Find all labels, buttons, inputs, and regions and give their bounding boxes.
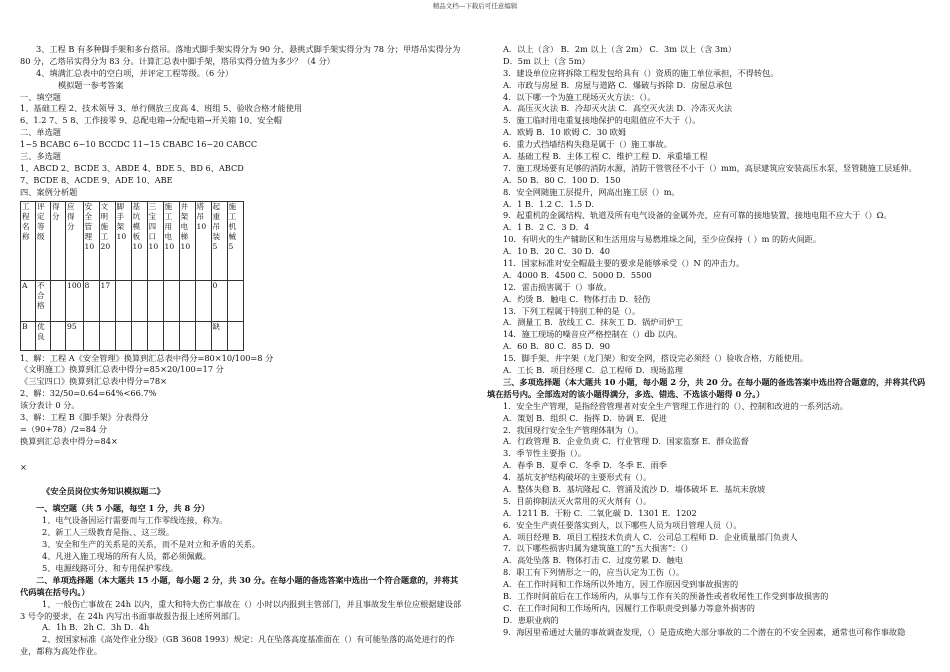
- answer-line: 该分表计 0 分。: [20, 400, 80, 411]
- question-line: 6．安全生产责任要落实到人，以下哪些人员为项目管理人员（）。: [503, 519, 742, 530]
- table-cell: A: [22, 280, 28, 290]
- option-line: D．患职业病的: [503, 614, 559, 625]
- option-line: A．春季 B．夏季 C．冬季 D．冬季 E．雨季: [503, 460, 667, 471]
- answer-line: 《三宝四口》换算到汇总表中得分=78×: [20, 376, 167, 387]
- question-line: 4．基坑支护结构破坏的主要形式有（）。: [503, 472, 652, 483]
- table-cell: 0: [212, 280, 218, 290]
- table-cell: 100: [67, 280, 82, 290]
- question-line: 9．起重机的金属结构、轨道及所有电气设备的金属外壳，应有可靠的接地装置，接地电阻不应大于（）Ω。: [503, 210, 892, 221]
- option-line: A．60 B．80 C．85 D．90: [503, 341, 610, 352]
- table-header-cell: 评 定 等 级: [37, 201, 45, 241]
- right-column: [487, 44, 937, 639]
- option-line: D．5m 以上（含 5m）: [503, 55, 590, 66]
- left-column: [20, 44, 465, 658]
- table-header-cell: 三 宝 四 口 10: [148, 201, 159, 251]
- table-header-cell: 工 程 名 称: [22, 201, 30, 241]
- table-cell: 95: [67, 321, 77, 331]
- option-line: A．基础工程 B．主体工程 C．维护工程 D．承重墙工程: [503, 151, 708, 162]
- question-line: 11．国家标准对安全帽最主要的要求是能够承受（）N 的冲击力。: [503, 258, 745, 269]
- question-line: 4．以下哪一个为施工现场灭火方法：（）。: [503, 91, 656, 102]
- table-cell: 优 良: [37, 321, 45, 341]
- table-cell: 8: [84, 280, 90, 290]
- table-header-cell: 得 分: [52, 201, 60, 221]
- answer-line: 1~5 BCABC 6~10 BCCDC 11~15 CBABC 16~20 CABCC: [20, 139, 258, 150]
- answer-line: 1、解：工程 A《安全管理》换算到汇总表中得分=80×10/100=8 分: [20, 352, 274, 363]
- page-header: 精品文档---下载后可任意编辑: [432, 2, 518, 10]
- section-heading: 四、案例分析题: [20, 186, 78, 197]
- option-line: A．欧姆 B．10 欧姆 C．30 欧姆: [503, 127, 627, 138]
- question-line: 5．施工临时用电重复接地保护的电阻值应不大于（）。: [503, 115, 701, 126]
- answer-line: 7、BCDE 8、ACDE 9、ADE 10、ABE: [20, 174, 173, 185]
- option-line: B．工作时间前后在工作场所内，从事与工作有关的预备性或者收尾性工作受到事故损害的: [503, 590, 829, 601]
- option-line: A．以上（含） B．2m 以上（含 2m） C．3m 以上（含 3m）: [503, 44, 737, 54]
- question-line: 3．建设单位应将拆除工程发包给具有（）资质的施工单位承担，不得转包。: [503, 67, 779, 78]
- option-line: A．1h B．2h C．3h D．4h: [42, 622, 150, 633]
- option-line: A．灼烫 B．触电 C．物体打击 D．轻伤: [503, 293, 651, 304]
- question-line: 9．海因里希通过大量的事故调查发现，（）是造成绝大部分事故的二个潜在的不安全因素，通常也可称作事故隐: [503, 626, 906, 637]
- question-line: 4、填满汇总表中的空白项，并评定工程等级。（6 分）: [36, 67, 234, 78]
- option-line: A．在工作时间和工作场所以外地方，因工作原因受到事故损害的: [503, 579, 739, 590]
- option-line: A．10 B．20 C．30 D．40: [503, 246, 610, 257]
- question-line: 2、新工人三级教育是指、、这三级。: [42, 527, 175, 538]
- option-line: C．在工作时间和工作场所内，因履行工作职责受到暴力等意外损害的: [503, 602, 755, 613]
- table-header-cell: 安 全 管 理 10: [84, 201, 95, 251]
- table-header-cell: 塔 吊 10: [196, 201, 207, 231]
- option-line: A．4000 B．4500 C．5000 D．5500: [503, 269, 652, 280]
- question-line: 3、安全和生产的关系是的关系，而不是对立和矛盾的关系。: [42, 539, 261, 550]
- section-heading: 三、多项选择题（本大题共 10 小题，每小题 2 分，共 20 分。在每小题的备选答案中选出符合题意的，并将其代码: [503, 376, 926, 387]
- answer-line: 1、ABCD 2、BCDE 3、ABDE 4、BDE 5、BD 6、ABCD: [20, 162, 244, 173]
- question-line: 5．目前抑制法灭火常用的灭火剂有（）。: [503, 495, 652, 506]
- question-line: 2、按国家标准《高处作业分级》（GB 3608 1993）规定：凡在坠落高度基准面在（）有可能坠落的高处进行的作: [42, 634, 455, 645]
- answer-line: 1、基础工程 2、技术领导 3、单行侧放三皮高 4、班组 5、验收合格才能使用: [20, 103, 303, 114]
- option-line: A．高压灭火法 B．冷却灭火法 C．高空灭火法 D．冷冻灭火法: [503, 103, 733, 114]
- table-header-cell: 基 坑 模 板 10: [132, 201, 143, 251]
- question-line: 3 号令的要求，在 24h 内写出书面事故报告报上述所列部门。: [20, 610, 246, 621]
- table-cell: 不 合 格: [37, 280, 45, 310]
- option-line: A．50 B．80 C．100 D．150: [503, 174, 621, 185]
- table-cell: 缺: [212, 321, 221, 331]
- option-line: A．策划 B．组织 C．指挥 D．协调 E．促进: [503, 412, 667, 423]
- answer-line: 3、解：工程 B《脚手架》分表得分: [20, 412, 149, 423]
- option-line: A．整体失稳 B．基坑隆起 C．管涌及流沙 D．墙体破坏 E．基坑未放坡: [503, 483, 766, 494]
- answer-line: 《文明施工》换算到汇总表中得分=85×20/100=17 分: [20, 364, 224, 375]
- question-line: 1、一般伤亡事故在 24h 以内，重大和特大伤亡事故在（）小时以内报到主管部门，并且事故发生单位应根据建设部: [42, 598, 462, 609]
- section-heading: 代码填在括号内。）: [20, 586, 90, 597]
- table-cell: 17: [100, 280, 111, 290]
- option-line: A．测量工 B．放线工 C．抹灰工 D．锅炉司炉工: [503, 317, 683, 328]
- table-header-cell: 脚 手 架 10: [116, 201, 127, 241]
- section-heading: 一、填空题（共 5 小题，每空 1 分，共 8 分）: [36, 503, 210, 514]
- table-row: [21, 280, 244, 321]
- question-line: 5、电源线路可分、和专用保护零线。: [42, 562, 179, 573]
- question-line: 3、工程 B 有多种脚手架和多台搭吊。落地式脚手架实得分为 90 分、悬挑式脚手架实得分为 78 分；甲塔吊实得分为: [36, 44, 461, 54]
- option-line: A．高处坠落 B．物体打击 C．过度劳累 D．触电: [503, 555, 683, 566]
- option-line: A．项目经理 B．项目工程技术负责人 C．公司总工程师 D．企业质量部门负责人: [503, 531, 798, 542]
- question-line: 10．有明火的生产辅助区和生活用房与易燃堆垛之间，至少应保持（ ）m 的防火间距。: [503, 234, 822, 245]
- question-line: 8．职工有下列情形之一的，应当认定为工伤（）。: [503, 567, 685, 578]
- question-line: 1．安全生产管理，是指经营管理者对安全生产管理工作进行的（）、控制和改进的一系列活动。: [503, 400, 848, 411]
- question-line: 7．施工现场要有足够的消防水源，消防干管管径不小于（）mm，高层建筑应安装高压水泵，竖管随施工层延伸。: [503, 162, 917, 173]
- answer-line: 2、解：32/50=0.64=64%<66.7%: [20, 388, 157, 399]
- question-line: 15．脚手架、井字架（龙门架）和安全网，搭设完必须经（）验收合格，方能使用。: [503, 353, 809, 364]
- answer-key-title: 模拟题一参考答案: [58, 79, 124, 90]
- table-header-cell: 起 重 吊 装 5: [212, 201, 221, 251]
- option-line: A．行政管理 B．企业负责 C．行业管理 D．国家监察 E．群众监督: [503, 436, 749, 447]
- table-header-cell: 井 架 电 梯 10: [180, 201, 191, 251]
- table-row: [21, 321, 244, 350]
- question-line: 6．重力式挡墙结构失稳是属于（）施工事故。: [503, 139, 672, 150]
- question-line: 7．以下哪些损害归属为建筑施工的“五大损害”：（）: [503, 543, 693, 554]
- question-line: 3．季节性主要指（）。: [503, 448, 586, 459]
- option-line: A．1211 B．干粉 C．二氧化碳 D．1301 E．1202: [503, 507, 697, 518]
- table-cell: B: [22, 321, 28, 331]
- question-line: 8．安全网随施工层提升，网高出施工层（）m。: [503, 186, 680, 197]
- section-heading: 填在括号内。全部选对的该小题得满分，多选、错选、不选该小题得 0 分。）: [487, 388, 765, 399]
- exam-title: 《安全员岗位实务知识模拟题二》: [42, 485, 165, 496]
- option-line: A．工长 B．项目经理 C．总工程师 D．现场监理: [503, 365, 683, 376]
- option-line: A．1 B．1.2 C．1.5 D．: [503, 198, 600, 209]
- section-heading: 三、多选题: [20, 151, 61, 162]
- option-line: A．1 B．2 C．3 D．4: [503, 222, 590, 233]
- table-header-cell: 施 工 用 电 10: [164, 201, 175, 251]
- section-heading: 二、单项选择题（本大题共 15 小题，每小题 2 分，共 30 分。在每小题的备选答案中选出一个符合题意的，并将其: [36, 574, 459, 585]
- table-header-cell: 施 工 机 械 5: [228, 201, 237, 251]
- table-header-row: [21, 201, 244, 280]
- score-table: [20, 201, 244, 351]
- answer-line: 换算到汇总表中得分=84×: [20, 435, 118, 446]
- question-line: 2．我国现行安全生产管理体制为（）。: [503, 424, 644, 435]
- option-line: A．市政与房屋 B．房屋与道路 C．爆破与拆除 D．房屋总承包: [503, 79, 733, 90]
- table-header-cell: 文 明 施 工 20: [100, 201, 111, 251]
- question-line: 1、电气设备因运行需要而与工作零线连接，称为。: [42, 515, 228, 526]
- answer-line: 6、1.2 7、5 8、工作接零 9、总配电箱→分配电箱→开关箱 10、安全帽: [20, 115, 282, 126]
- stray-mark: ×: [20, 461, 27, 472]
- section-heading: 一、填空题: [20, 91, 61, 102]
- question-line: 13．下列工程属于特别工种的是（）。: [503, 305, 641, 316]
- answer-line: =（90+78）/2=84 分: [20, 423, 107, 434]
- question-line: 14．施工现场的噪音应严格控制在（）db 以内。: [503, 329, 683, 340]
- section-heading: 二、单选题: [20, 127, 61, 138]
- question-line: 80 分，乙塔吊实得分为 83 分。计算汇总表中脚手架，塔吊实得分值为多少？（4 分）: [20, 55, 335, 66]
- question-line: 业，都称为高处作业。: [20, 646, 102, 657]
- question-line: 4、凡进入施工现场的所有人员，都必须佩戴。: [42, 551, 211, 562]
- table-header-cell: 应 得 分: [67, 201, 75, 231]
- question-line: 12．雷击损害属于（）事故。: [503, 281, 612, 292]
